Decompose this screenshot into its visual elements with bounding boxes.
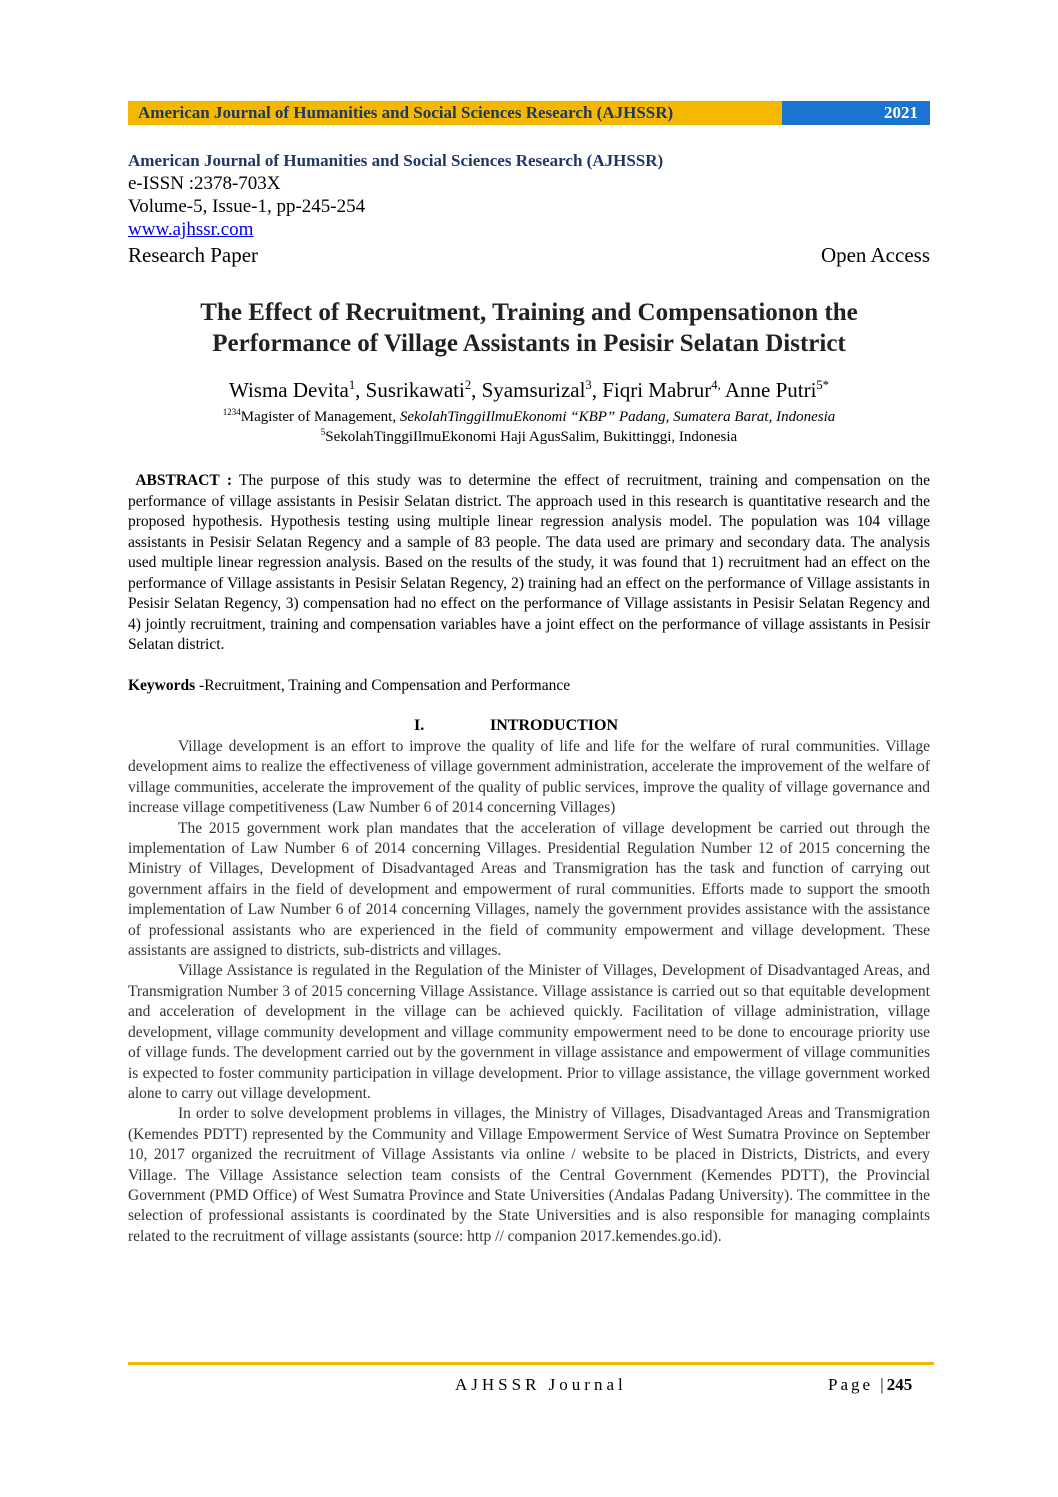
paragraph: Village development is an effort to improve the quality of life and life for the welfare of rural communities. Village development aims to realize the effectiveness of village government administration, accelerate the improvement of the welfare of village communities, accelerate the improvement of the quality of public services, improve the quality of village governance and increase village competitiveness (Law Number 6 of 2014 concerning Villages) xyxy=(128,738,930,817)
section-title: INTRODUCTION xyxy=(490,717,619,734)
keywords-text: -Recruitment, Training and Compensation and Performance xyxy=(195,677,571,694)
paragraph: The 2015 government work plan mandates that the acceleration of village development be carried out through the implementation of Law Number 6 of 2014 concerning Villages. Presidential Regulation Number 12 of 2015 concerning the Ministry of Villages, Development of Disadvantaged Areas and Transmigration has the task and function of carrying out government affairs in the field of development and empowerment of rural communities. Efforts made to support the smooth implementation of Law Number 6 of 2014 concerning Villages, namely the government provides assistance with the assistance of professional assistants who are experienced in the field of community empowerment and village development. These assistants are assigned to districts, sub-districts and villages. xyxy=(128,819,930,960)
author-2: Susrikawati xyxy=(365,378,465,402)
title-line-1: The Effect of Recruitment, Training and Compensationon the xyxy=(200,299,858,326)
affiliation-1: $^{1234}$Magister of Management, SekolahTinggiIlmuEkonomi “KBP” Padang, Sumatera Barat, Indonesia xyxy=(222,407,836,425)
paragraph: Village Assistance is regulated in the Regulation of the Minister of Villages, Development of Disadvantaged Areas, and Transmigration Number 3 of 2015 concerning Village Assistance. Village assistance is carried out so that equitable development and acceleration of development in the village can be achieved quickly. Facilitation of village administration, village development, village community development and village community empowerment need to be done to encourage priority use of village funds. The development carried out by the government in village assistance and empowerment of village communities is expected to foster community participation in village development. Prior to village assistance, the village government worked alone to carry out village development. xyxy=(128,962,930,1102)
title-line-2: Performance of Village Assistants in Pesisir Selatan District xyxy=(212,330,846,357)
journal-meta xyxy=(128,150,930,269)
header-year: 2021 xyxy=(782,101,930,125)
header-journal-name: American Journal of Humanities and Social Sciences Research (AJHSSR) xyxy=(128,101,782,125)
running-header xyxy=(128,101,930,125)
footer-rule xyxy=(128,1362,934,1365)
author-4: Fiqri Mabrur xyxy=(602,378,712,402)
keywords xyxy=(128,676,930,696)
keywords-label: Keywords xyxy=(128,677,196,694)
section-number: I. xyxy=(414,717,425,734)
paper-title xyxy=(128,297,930,359)
footer-page: Page |245 xyxy=(828,1375,913,1394)
meta-journal-name: American Journal of Humanities and Social Sciences Research (AJHSSR) xyxy=(128,151,664,170)
website-link[interactable]: www.ajhssr.com xyxy=(128,219,254,240)
footer-journal: AJHSSR Journal xyxy=(455,1375,627,1394)
author-list: Wisma Devita$^1$, Susrikawati$^2$, Syamsurizal$^3$, Fiqri Mabrur$^{4,}$ Anne Putri$^{5*}$ xyxy=(228,378,830,402)
paper-type: Research Paper xyxy=(128,243,259,267)
affiliation-2: $^5$SekolahTinggiIlmuEkonomi Haji AgusSalim, Bukittinggi, Indonesia xyxy=(320,427,738,445)
author-5: Anne Putri xyxy=(724,378,817,402)
page-number: 245 xyxy=(886,1375,913,1394)
abstract-text: The purpose of this study was to determine the effect of recruitment, training and compensation on the performance of village assistants in Pesisir Selatan district. The approach used in this research is quantitative research and the proposed hypothesis. Hypothesis testing using multiple linear regression analysis model. The population was 104 village assistants in Pesisir Selatan Regency and a sample of 83 people. The data used are primary and secondary data. The analysis used multiple linear regression analysis. Based on the results of the study, it was found that 1) recruitment had an effect on the performance of Village assistants in Pesisir Selatan Regency, 2) training had an effect on the performance of Village assistants in Pesisir Selatan Regency, 3) compensation had no effect on the performance of Village assistants in Pesisir Selatan Regency and 4) jointly recruitment, training and compensation variables have a joint effect on the performance of village assistants in Pesisir Selatan district. xyxy=(128,472,930,653)
paragraph: In order to solve development problems in villages, the Ministry of Villages, Disadvantaged Areas and Transmigration (Kemendes PDTT) represented by the Community and Village Empowerment Service of West Sumatra Province on September 10, 2017 organized the recruitment of Village Assistants via online / website to be placed in Districts, Districts, and every Village. The Village Assistance selection team consists of the Central Government (Kemendes PDTT), the Provincial Government (PMD Office) of West Sumatra Province and State Universities (Andalas Padang University). The committee in the selection of professional assistants is coordinated by the State Universities and is also responsible for managing complaints related to the recruitment of village assistants (source: http // companion 2017.kemendes.go.id). xyxy=(128,1105,930,1245)
author-3: Syamsurizal xyxy=(481,378,586,402)
author-1: Wisma Devita xyxy=(228,378,349,402)
access-label: Open Access xyxy=(820,243,930,267)
meta-volume: Volume-5, Issue-1, pp-245-254 xyxy=(128,196,366,217)
meta-issn: e-ISSN :2378-703X xyxy=(128,173,281,194)
introduction-body xyxy=(128,737,930,1247)
abstract xyxy=(128,471,930,656)
abstract-label: ABSTRACT : xyxy=(135,472,232,489)
